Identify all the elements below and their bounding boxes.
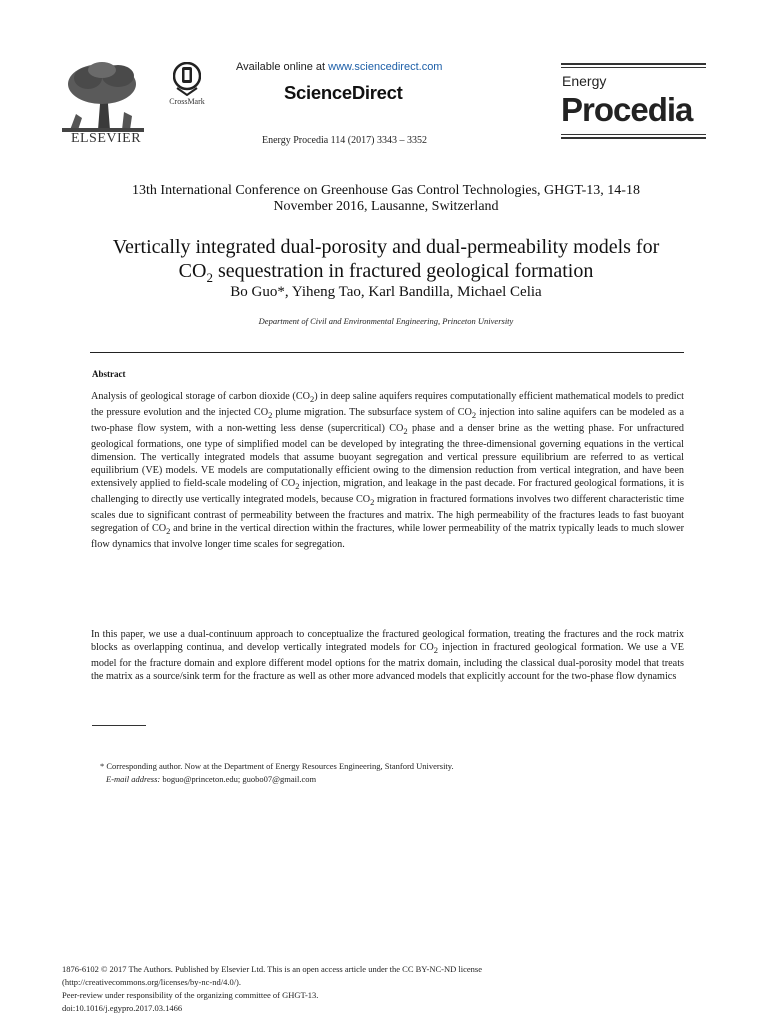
- corresponding-author: * Corresponding author. Now at the Department of Energy Resources Engineering, Stanford University.: [100, 761, 454, 771]
- email-value: boguo@princeton.edu; guobo07@gmail.com: [160, 774, 317, 784]
- subscript: 2: [370, 497, 375, 508]
- footnote: [100, 760, 660, 786]
- para1-text: and brine in the vertical direction within the fractures, while lower permeability of the matrix typically leads to much slower flow dynamics that involve longer time scales for segregation.: [91, 523, 684, 551]
- title-co: CO: [178, 260, 207, 282]
- subscript: 2: [295, 481, 300, 492]
- subscript: 2: [166, 526, 171, 537]
- subscript: 2: [268, 410, 273, 421]
- available-prefix: Available online at: [236, 61, 329, 73]
- crossmark-label: CrossMark: [169, 97, 205, 106]
- abstract-paragraph-1: [91, 390, 684, 551]
- procedia-rule-top: [561, 63, 706, 65]
- available-online: [236, 61, 466, 73]
- paper-title: [60, 235, 712, 290]
- para1-text: ) in deep saline aquifers requires computationally efficient mathematical models to predict the pressure evolution and the injected CO: [91, 391, 684, 419]
- para1-text: Analysis of geological storage of carbon dioxide (CO: [91, 391, 310, 402]
- section-divider: [90, 352, 684, 353]
- procedia-rule-bottom-thin: [561, 134, 706, 135]
- journal-name-procedia: Procedia: [561, 91, 693, 128]
- license-link[interactable]: (http://creativecommons.org/licenses/by-nc-nd/4.0/).: [62, 977, 242, 987]
- peer-review-line: Peer-review under responsibility of the organizing committee of GHGT-13.: [62, 990, 319, 1000]
- title-line-1: Vertically integrated dual-porosity and dual-permeability models for: [112, 236, 660, 258]
- doi-line[interactable]: doi:10.1016/j.egypro.2017.03.1466: [62, 1003, 183, 1013]
- email-line: [100, 773, 660, 786]
- abstract-paragraph-2: [91, 628, 684, 683]
- journal-name-energy: Energy: [562, 73, 607, 89]
- subscript: 2: [403, 426, 408, 437]
- sciencedirect-link[interactable]: www.sciencedirect.com: [328, 61, 443, 73]
- para2-text: In this paper, we use a dual-continuum approach to conceptualize the fractured geological formation, treating the fractures and the rock matrix blocks as overlapping continua, and develop vertically integrated models for CO: [91, 629, 684, 653]
- elsevier-tree-icon: [62, 60, 144, 132]
- title-subscript: 2: [206, 270, 213, 285]
- conference-line-1: 13th International Conference on Greenhouse Gas Control Technologies, GHGT-13, 14-18: [132, 183, 640, 198]
- subscript: 2: [433, 645, 439, 656]
- sciencedirect-logo: ScienceDirect: [284, 82, 403, 103]
- footnote-divider: [92, 725, 146, 726]
- para1-text: plume migration. The subsurface system of CO: [272, 407, 472, 419]
- crossmark-badge[interactable]: [166, 62, 208, 106]
- elsevier-wordmark: ELSEVIER: [70, 131, 142, 146]
- authors: Bo Guo*, Yiheng Tao, Karl Bandilla, Michael Celia: [230, 284, 542, 300]
- para1-text: migration in fractured formations involves two different characteristic time scales due to significant contrast of permeability between the fractures and matrix. The high permeability of the fractures leads to fast buoyant segregation of CO: [91, 494, 684, 535]
- energy-procedia-logo: [561, 63, 706, 139]
- title-rest: sequestration in fractured geological formation: [212, 260, 594, 282]
- subscript: 2: [309, 394, 315, 405]
- journal-citation: Energy Procedia 114 (2017) 3343 – 3352: [262, 135, 427, 146]
- abstract-heading: Abstract: [92, 369, 126, 379]
- para1-text: injection, migration, and leakage in the past decade. For fractured geological formations, it is challenging to directly use vertically integrated models, because CO: [91, 478, 684, 506]
- procedia-rule-top-thin: [561, 67, 706, 68]
- email-label: E-mail address:: [106, 774, 161, 784]
- conference-line-2: November 2016, Lausanne, Switzerland: [273, 199, 499, 214]
- para2-text: injection in fractured geological formation. We use a VE model for the fracture domain and explore different model options for the matrix domain, including the classical dual-porosity model that treats the matrix as a source/sink term for the fracture as well as other more advanced models that explicitly account for the two-phase flow dynamics: [91, 642, 684, 683]
- para1-text: phase and a denser brine as the wetting phase. For unfractured geological formations, one type of simplified model can be developed by integrating the three-dimensional governing equations in the vertical dimension. The vertically integrated models that assume buoyant segregation and vertical pressure equilibrium are referred to as vertical equilibrium (VE) models. VE models are computationally efficient owing to the dimension reduction from vertical integration, and have been extensively applied to field-scale modeling of CO: [91, 423, 685, 490]
- crossmark-icon: [173, 62, 201, 96]
- copyright-line: 1876-6102 © 2017 The Authors. Published by Elsevier Ltd. This is an open access article under the CC BY-NC-ND license: [62, 964, 482, 974]
- subscript: 2: [471, 410, 477, 421]
- procedia-rule-bottom: [561, 137, 706, 139]
- copyright-footer: [62, 963, 682, 1015]
- conference-info: [90, 183, 682, 215]
- affiliation: Department of Civil and Environmental Engineering, Princeton University: [258, 316, 514, 326]
- para1-text: injection into saline aquifers can be modeled as a two-phase flow system, with a non-wetting less dense (supercritical) CO: [91, 407, 684, 435]
